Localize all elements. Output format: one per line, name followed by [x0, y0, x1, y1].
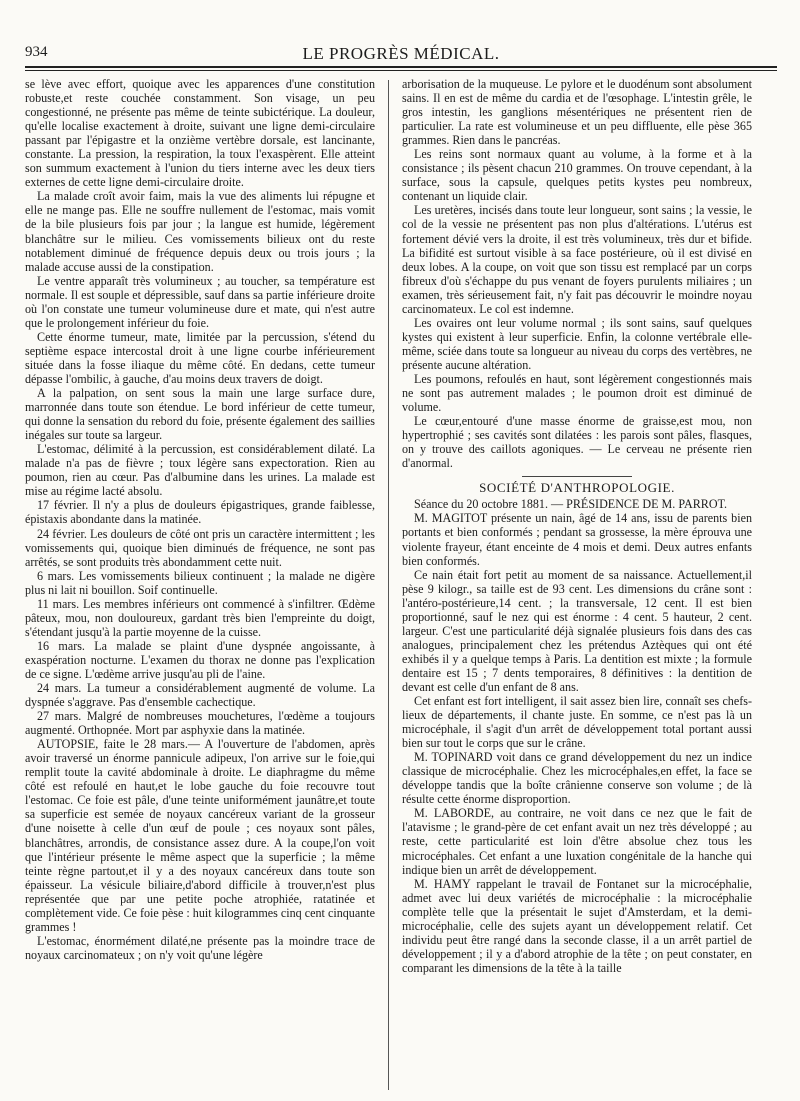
paragraph: L'estomac, énormément dilaté,ne présente pas la moindre trace de noyaux carcinomateux ; on n'y voit qu'une légère: [25, 933, 375, 962]
paragraph: Les reins sont normaux quant au volume, à la forme et à la consistance ; ils pèsent chacun 210 grammes. On trouve cependant, à la surface, sous la capsule, quelques petits kystes peu nombreux, contenant un liquide clair.: [402, 147, 752, 204]
paragraph: La malade croît avoir faim, mais la vue des aliments lui répugne et elle ne mange pas. Elle ne souffre nullement de l'estomac, mais vomit de la bile plusieurs fois par jour ; la langue est humide, légèrement blanchâtre sur le milieu. Ces vomissements bilieux ont du reste notablement diminué de fréquence depuis deux ou trois jours ; la malade accuse aussi de la constipation.: [25, 189, 375, 274]
header-rule-thick: [25, 66, 777, 68]
header-rule-thin: [25, 70, 777, 71]
column-divider: [388, 80, 389, 1090]
paragraph: L'estomac, délimité à la percussion, est considérablement dilaté. La malade n'a pas de fièvre ; toux légère sans expectoration. Rien au poumon, rien au cœur. Pas d'albumine dans les urines. La malade est mise au régime lacté absolu.: [25, 442, 375, 499]
paragraph: Le cœur,entouré d'une masse énorme de graisse,est mou, non hypertrophié ; ses cavités sont dilatées : les parois sont pâles, flasques, on y trouve des caillots agoniques. — Le cerveau ne présente rien d'anormal.: [402, 414, 752, 471]
right-column: [402, 77, 752, 975]
paragraph: se lève avec effort, quoique avec les apparences d'une constitution robuste,et reste couchée constamment. Son visage, un peu congestionné, ne présente pas même de teinte subictérique. La douleur, qu'elle localise exactement à droite, suivant une ligne demi-circulaire passant par l'épigastre et la onzième vertèbre dorsale, est lancinante, constante. La pression, la respiration, la toux l'exaspèrent. Elle atteint son summum exactement à l'union du tiers interne avec les deux tiers externes de cette ligne demi-circulaire droite.: [25, 77, 375, 190]
paragraph: M. LABORDE, au contraire, ne voit dans ce nez que le fait de l'atavisme ; le grand-père de cet enfant avait un nez très développé ; au reste, cette particularité est loin d'être absolue chez tous les microcéphales. Cet enfant a une luxation congénitale de la hanche qui indique bien un arrêt de développement.: [402, 806, 752, 877]
paragraph: 16 mars. La malade se plaint d'une dyspnée angoissante, à exaspération nocturne. L'examen du thorax ne donne pas l'explication de ce signe. L'œdème arrive jusqu'au pli de l'aine.: [25, 638, 375, 681]
paragraph: 27 mars. Malgré de nombreuses mouchetures, l'œdème a toujours augmenté. Orthopnée. Mort par asphyxie dans la matinée.: [25, 709, 375, 738]
paragraph: M. TOPINARD voit dans ce grand développement du nez un indice classique de microcéphalie. Chez les microcéphales,en effet, la face se développe tandis que la boîte crânienne conserve son volume ; de là résulte cette énorme disproportion.: [402, 750, 752, 807]
section-divider: [522, 476, 632, 477]
paragraph: A la palpation, on sent sous la main une large surface dure, marronnée dans toute son étendue. Le bord inférieur de cette tumeur, qui donne la sensation du rebord du foie, présente également des saillies inégales sur toute sa largeur.: [25, 386, 375, 443]
paragraph: 11 mars. Les membres inférieurs ont commencé à s'infiltrer. Œdème pâteux, mou, non douloureux, gardant très bien l'empreinte du doigt, s'étendant jusqu'à la partie moyenne de la cuisse.: [25, 596, 375, 639]
page-number: 934: [25, 44, 48, 60]
page-header: [25, 44, 777, 66]
paragraph: Ce nain était fort petit au moment de sa naissance. Actuellement,il pèse 9 kilogr., sa taille est de 93 cent. Les dimensions du crâne sont : l'antéro-postérieure,14 cent. ; la transversale, 12 cent. Il est bien proportionné, sauf le nez qui est énorme : 4 cent. 5 hauteur, 2 cent. largeur. C'est une particularité déjà signalée plusieurs fois dans des cas analogues, principalement chez les prétendus Aztèques qui ont été exhibés il y a quelque temps à Paris. La dentition est mixte ; la formule dentaire est 15 ; 7 dents temporaires, 8 définitives : la dentition de devant est celle d'un enfant de 8 ans.: [402, 567, 752, 694]
paragraph: Le ventre apparaît très volumineux ; au toucher, sa température est normale. Il est souple et dépressible, sauf dans sa partie inférieure droite où l'on constate une tumeur volumineuse dure et mate, qui n'est autre que le prolongement inférieur du foie.: [25, 273, 375, 330]
left-column: [25, 77, 375, 962]
paragraph: Cet enfant est fort intelligent, il sait assez bien lire, connaît ses chefs-lieux de départements, il chante juste. En somme, ce n'est pas là un microcéphale, il s'agit d'un arrêt de développement total portant aussi bien sur tout le corps que sur le crâne.: [402, 694, 752, 751]
paragraph: 6 mars. Les vomissements bilieux continuent ; la malade ne digère plus ni lait ni bouillon. Soif continuelle.: [25, 568, 375, 597]
meeting-line: Séance du 20 octobre 1881. — PRÉSIDENCE DE M. PARROT.: [414, 497, 728, 512]
journal-title: LE PROGRÈS MÉDICAL.: [302, 44, 500, 63]
paragraph: Cette énorme tumeur, mate, limitée par la percussion, s'étend du septième espace intercostal droit à une ligne courbe inférieurement située dans la fosse iliaque du même côté. En dedans, cette tumeur dépasse l'ombilic, à gauche, d'au moins deux travers de doigt.: [25, 329, 375, 386]
paragraph: AUTOPSIE, faite le 28 mars.— A l'ouverture de l'abdomen, après avoir traversé un énorme pannicule adipeux, l'on arrive sur le foie,qui remplit toute la cavité abdominale à droite. Le diaphragme du même côté est refoulé en haut,et le lobe gauche du foie recouvre tout l'estomac. Ce foie est pâle, d'une teinte uniformément jaunâtre,et toute sa superficie est semée de noyaux cancéreux variant de la grosseur d'une noisette à celle d'un œuf de poule ; ces noyaux sont pâles, blanchâtres, arrondis, de consistance assez dure. A la coupe,l'on voit que l'intérieur présente le même aspect que la superficie ; la même teinte règne partout,et il y a des noyaux cancéreux dans toute son épaisseur. La vésicule biliaire,d'abord difficile à trouver,n'est plus représentée que par une petite poche atrophiée, ratatinée et complètement vide. Ce foie pèse : huit kilogrammes cinq cent cinquante grammes !: [25, 737, 375, 934]
section-title: SOCIÉTÉ D'ANTHROPOLOGIE.: [479, 480, 675, 496]
paragraph: arborisation de la muqueuse. Le pylore et le duodénum sont absolument sains. Il en est de même du cardia et de l'œsophage. L'intestin grêle, le gros intestin, les ganglions mésentériques ne présentent rien de particulier. La rate est volumineuse et un peu diffluente, elle pèse 365 grammes. Rien dans le pancréas.: [402, 77, 752, 148]
paragraph: M. HAMY rappelant le travail de Fontanet sur la microcéphalie, admet avec lui deux variétés de microcéphalie : la microcéphalie complète telle que la présentait le sujet d'Amsterdam, et la demi-microcéphalie, celle des sujets ayant un développement relatif. Cet individu peut être rangé dans la seconde classe, il a un arrêt partiel de développement ; il y a d'abord atrophie de la tête ; on peut constater, en comparant les dimensions de la tête à la taille: [402, 876, 752, 975]
paragraph: 17 février. Il n'y a plus de douleurs épigastriques, grande faiblesse, épistaxis abondante dans la matinée.: [25, 498, 375, 527]
paragraph: M. MAGITOT présente un nain, âgé de 14 ans, issu de parents bien portants et bien conformés ; pendant sa grossesse, la mère éprouva une violente frayeur, étant enceinte de 4 mois et demi. Deux autres enfants bien conformés.: [402, 511, 752, 568]
paragraph: 24 mars. La tumeur a considérablement augmenté de volume. La dyspnée s'aggrave. Pas d'ensemble cachectique.: [25, 681, 375, 710]
paragraph: Les uretères, incisés dans toute leur longueur, sont sains ; la vessie, le col de la vessie ne présentent pas non plus d'altérations. L'utérus est fortement dévié vers la droite, il est très volumineux, très dur et bifide. La bifidité est surtout visible à sa face postérieure, où il est divisé en deux lobes. A la coupe, on voit que son tissu est remplacé par un corps fibreux d'où s'échappe du pus venant de foyers purulents miliaires ; un examen, très sérieusement fait, n'y fait pas découvrir le moindre noyau carcinomateux. Le col est indemne.: [402, 203, 752, 316]
paragraph: Les poumons, refoulés en haut, sont légèrement congestionnés mais ne sont pas autrement malades ; le poumon droit est diminué de volume.: [402, 371, 752, 415]
paragraph: Les ovaires ont leur volume normal ; ils sont sains, sauf quelques kystes qui existent à leur superficie. Enfin, la colonne vertébrale elle-même, sciée dans toute sa longueur au niveau du corps des vertèbres, ne présente aucune altération.: [402, 315, 752, 372]
paragraph: 24 février. Les douleurs de côté ont pris un caractère intermittent ; les vomissements qui, quoique bien diminués de fréquence, ne sont pas arrêtés, se sont produits très abondamment cette nuit.: [25, 526, 375, 569]
